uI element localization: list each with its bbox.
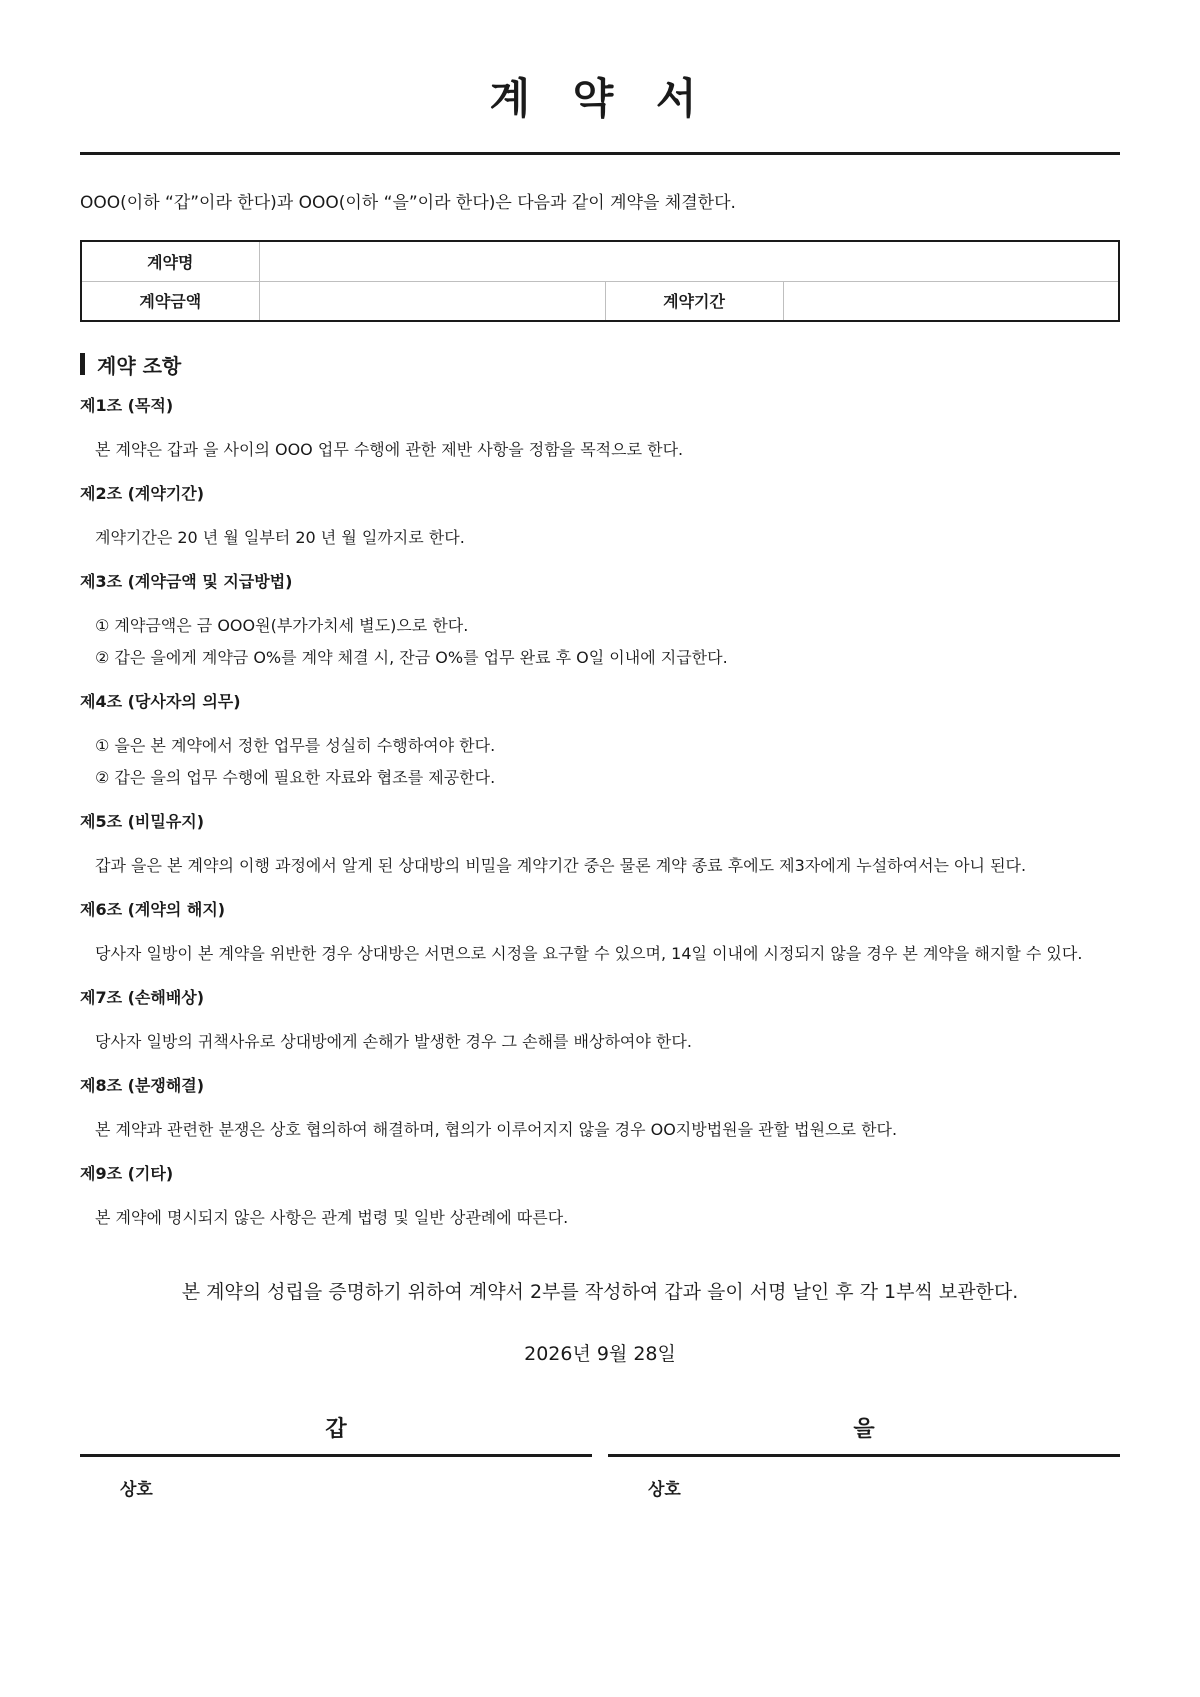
article-line: 당사자 일방의 귀책사유로 상대방에게 손해가 발생한 경우 그 손해를 배상하여야 한다. xyxy=(95,1032,692,1051)
contract-name-value xyxy=(259,241,1119,281)
article xyxy=(80,482,1120,554)
article-body xyxy=(80,1026,1120,1058)
article-body xyxy=(80,1114,1120,1146)
article xyxy=(80,898,1120,970)
article-body xyxy=(80,730,1120,794)
party-gap xyxy=(80,1414,592,1500)
contract-amount-label: 계약금액 xyxy=(81,281,259,321)
article-title: 제6조 (계약의 해지) xyxy=(80,900,226,919)
articles-list xyxy=(80,394,1120,1234)
article-line: 갑과 을은 본 계약의 이행 과정에서 알게 된 상대방의 비밀을 계약기간 중은 물론 계약 종료 후에도 제3자에게 누설하여서는 아니 된다. xyxy=(95,856,1027,875)
article-title: 제2조 (계약기간) xyxy=(80,484,205,503)
party-divider xyxy=(80,1454,592,1457)
article-title: 제9조 (기타) xyxy=(80,1164,174,1183)
section-marker xyxy=(80,353,85,375)
article-line: ② 갑은 을에게 계약금 O%를 계약 체결 시, 잔금 O%를 업무 완료 후 O일 이내에 지급한다. xyxy=(95,648,728,667)
article xyxy=(80,570,1120,674)
contract-date: 2026년 9월 28일 xyxy=(524,1343,676,1365)
party-eul xyxy=(608,1414,1120,1500)
article-line: 본 계약은 갑과 을 사이의 OOO 업무 수행에 관한 제반 사항을 정함을 목적으로 한다. xyxy=(95,440,684,459)
article-body xyxy=(80,522,1120,554)
article-body xyxy=(80,434,1120,466)
title-divider xyxy=(80,152,1120,155)
contract-name-label: 계약명 xyxy=(81,241,259,281)
party-field-label: 상호 xyxy=(120,1480,153,1500)
article-line: 당사자 일방이 본 계약을 위반한 경우 상대방은 서면으로 시정을 요구할 수 있으며, 14일 이내에 시정되지 않을 경우 본 계약을 해지할 수 있다. xyxy=(95,944,1083,963)
article-body xyxy=(80,938,1120,970)
contract-amount-value xyxy=(259,281,605,321)
article-title: 제1조 (목적) xyxy=(80,396,174,415)
article-line: 계약기간은 20 년 월 일부터 20 년 월 일까지로 한다. xyxy=(95,528,465,547)
section-title: 계약 조항 xyxy=(97,353,182,378)
intro-text: OOO(이하 “갑”이라 한다)과 OOO(이하 “을”이라 한다)은 다음과 같이 계약을 체결한다. xyxy=(80,193,736,213)
article-body xyxy=(80,610,1120,674)
article-title: 제3조 (계약금액 및 지급방법) xyxy=(80,572,293,591)
closing-statement: 본 계약의 성립을 증명하기 위하여 계약서 2부를 작성하여 갑과 을이 서명 날인 후 각 1부씩 보관한다. xyxy=(181,1281,1019,1303)
party-name: 갑 xyxy=(325,1417,347,1442)
party-field-label: 상호 xyxy=(648,1480,681,1500)
article-line: ① 계약금액은 금 OOO원(부가가치세 별도)으로 한다. xyxy=(95,616,469,635)
article-line: ① 을은 본 계약에서 정한 업무를 성실히 수행하여야 한다. xyxy=(95,736,496,755)
document-title: 계 약 서 xyxy=(489,74,711,123)
table-row xyxy=(81,281,1119,321)
article-body xyxy=(80,1202,1120,1234)
section-heading xyxy=(80,350,1120,378)
party-divider xyxy=(608,1454,1120,1457)
contract-period-label: 계약기간 xyxy=(605,281,783,321)
table-row xyxy=(81,241,1119,281)
article-title: 제5조 (비밀유지) xyxy=(80,812,205,831)
signature-section xyxy=(80,1414,1120,1500)
article xyxy=(80,690,1120,794)
article xyxy=(80,1162,1120,1234)
article xyxy=(80,394,1120,466)
article xyxy=(80,810,1120,882)
article xyxy=(80,1074,1120,1146)
article xyxy=(80,986,1120,1058)
article-title: 제7조 (손해배상) xyxy=(80,988,205,1007)
article-line: 본 계약과 관련한 분쟁은 상호 협의하여 해결하며, 협의가 이루어지지 않을 경우 OO지방법원을 관할 법원으로 한다. xyxy=(95,1120,898,1139)
party-name: 을 xyxy=(853,1417,875,1442)
article-body xyxy=(80,850,1120,882)
contract-info-table xyxy=(80,240,1120,322)
article-title: 제8조 (분쟁해결) xyxy=(80,1076,205,1095)
article-line: 본 계약에 명시되지 않은 사항은 관계 법령 및 일반 상관례에 따른다. xyxy=(95,1208,569,1227)
contract-period-value xyxy=(783,281,1119,321)
article-line: ② 갑은 을의 업무 수행에 필요한 자료와 협조를 제공한다. xyxy=(95,768,496,787)
article-title: 제4조 (당사자의 의무) xyxy=(80,692,241,711)
